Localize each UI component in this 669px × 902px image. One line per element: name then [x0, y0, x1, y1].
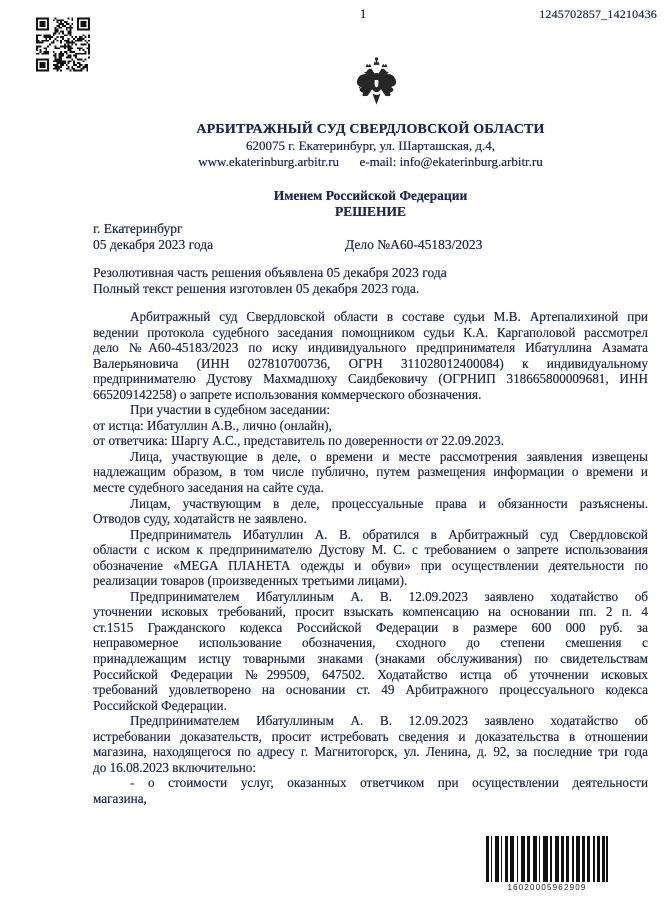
text-line: Лицам, участвующим в деле, процессуальные права и обязанности разъяснены. — [130, 495, 648, 511]
text-line: от ответчика: Шаргу А.С., представитель по доверенности от 22.09.2023. — [93, 433, 504, 449]
text-line: предпринимателю Дустову Махмадшоху Саидбековичу (ОГРНИП 318665800009681, ИНН — [93, 371, 648, 387]
text-line: При участии в судебном заседании: — [130, 402, 331, 418]
text-line: Предприниматель Ибатуллин А. В. обратился в Арбитражный суд Свердловской — [130, 526, 648, 542]
barcode — [486, 836, 608, 892]
text-line: Отводов суду, ходатайств не заявлено. — [93, 511, 307, 527]
court-address: 620075 г. Екатеринбург, ул. Шарташская, д.4, — [246, 138, 495, 153]
text-line: ст.1515 Гражданского кодекса Российской Федерации в размере 600 000 руб. за — [93, 619, 648, 635]
city: г. Екатеринбург — [93, 221, 183, 236]
text-line: Предпринимателем Ибатуллиным А. В. 12.09.2023 заявлено ходатайство об — [130, 713, 648, 729]
text-line: ведении протокола судебного заседания помощником судьи К.А. Каргаполовой рассмотрел — [93, 324, 648, 340]
fulltext-line: Полный текст решения изготовлен 05 декабря 2023 года. — [93, 280, 420, 296]
barcode-icon — [486, 836, 608, 882]
text-line: от истца: Ибатуллин А.В., лично (онлайн), — [93, 417, 332, 433]
text-line: Предпринимателем Ибатуллиным А. В. 12.09.2023 заявлено ходатайство об — [130, 588, 648, 604]
doc-type-line: РЕШЕНИЕ — [334, 204, 407, 219]
case-meta — [93, 221, 648, 252]
page-number: 1 — [360, 7, 367, 21]
text-line: дело №А60-45183/2023 по иску индивидуального предпринимателя Ибатуллина Азамата — [93, 340, 648, 356]
document-body — [93, 309, 648, 807]
decision-date: 05 декабря 2023 года — [93, 236, 214, 252]
court-website: www.ekaterinburg.arbitr.ru — [198, 154, 340, 169]
text-line: обозначение «MEGA ПЛАНЕТА одежды и обуви» при осуществлении деятельности по — [93, 557, 648, 573]
text-line: уточнении исковых требований, просит взыскать компенсацию на основании пп. 2 п. 4 — [93, 604, 648, 620]
text-line: Валерьяновича (ИНН 027810700736, ОГРН 311028012400084) к индивидуальному — [93, 355, 648, 371]
text-line: надлежащим образом, в том числе публично, путем размещения информации о времени и — [93, 464, 648, 480]
document-id: 1245702857_14210436 — [539, 7, 657, 21]
russian-coat-of-arms-icon — [353, 56, 400, 112]
text-line: истребовании доказательств, просит истребовать сведения и доказательства в отношении — [93, 728, 648, 744]
city-row — [93, 221, 648, 237]
qr-code-icon — [36, 17, 90, 72]
text-line: магазина, находящегося по адресу г. Магнитогорск, ул. Ленина, д. 92, за последние три года — [93, 744, 648, 760]
date-case-row — [93, 237, 648, 253]
text-line: месте судебного заседания на сайте суда. — [93, 480, 324, 496]
text-line: Арбитражный суд Свердловской области в составе судьи М.В. Артепалихиной при — [130, 309, 648, 324]
court-email: e-mail: info@ekaterinburg.arbitr.ru — [359, 154, 543, 169]
text-line: реализации товаров (произведенных третьими лицами). — [93, 573, 408, 589]
court-header — [93, 122, 648, 170]
barcode-number: 16020005962909 — [507, 883, 587, 892]
text-line: магазина, — [93, 790, 147, 806]
case-number: Дело №А60-45183/2023 — [345, 236, 483, 252]
resolutive-line: Резолютивная часть решения объявлена 05 декабря 2023 года — [93, 265, 447, 280]
text-line: Лица, участвующие в деле, о времени и месте рассмотрения заявления извещены — [130, 448, 648, 464]
text-line: области с иском к предпринимателю Дустову М. С. с требованием о запрете использования — [93, 542, 648, 558]
text-line: 665209142258) о запрете использования коммерческого обозначения. — [93, 386, 482, 402]
decision-title — [93, 188, 648, 219]
text-line: Российской Федерации. — [93, 697, 227, 713]
in-the-name-line: Именем Российской Федерации — [273, 188, 468, 203]
text-line: до 16.08.2023 включительно: — [93, 759, 257, 775]
text-line: требований удовлетворено на основании ст. 49 Арбитражного процессуального кодекса — [93, 682, 648, 698]
text-line: принадлежащим истцу товарными знаками (знаками обслуживания) по свидетельствам — [93, 651, 648, 667]
court-name: АРБИТРАЖНЫЙ СУД СВЕРДЛОВСКОЙ ОБЛАСТИ — [196, 122, 545, 137]
court-contacts — [93, 154, 648, 170]
text-line: - о стоимости услуг, оказанных ответчиком при осуществлении деятельности — [130, 775, 648, 791]
resolutive-block — [93, 265, 648, 296]
text-line: Российской Федерации №299509, 647502. Ходатайство истца об уточнении исковых — [93, 666, 648, 682]
text-line: неправомерное использование обозначения, сходного до степени смешения с — [93, 635, 648, 651]
